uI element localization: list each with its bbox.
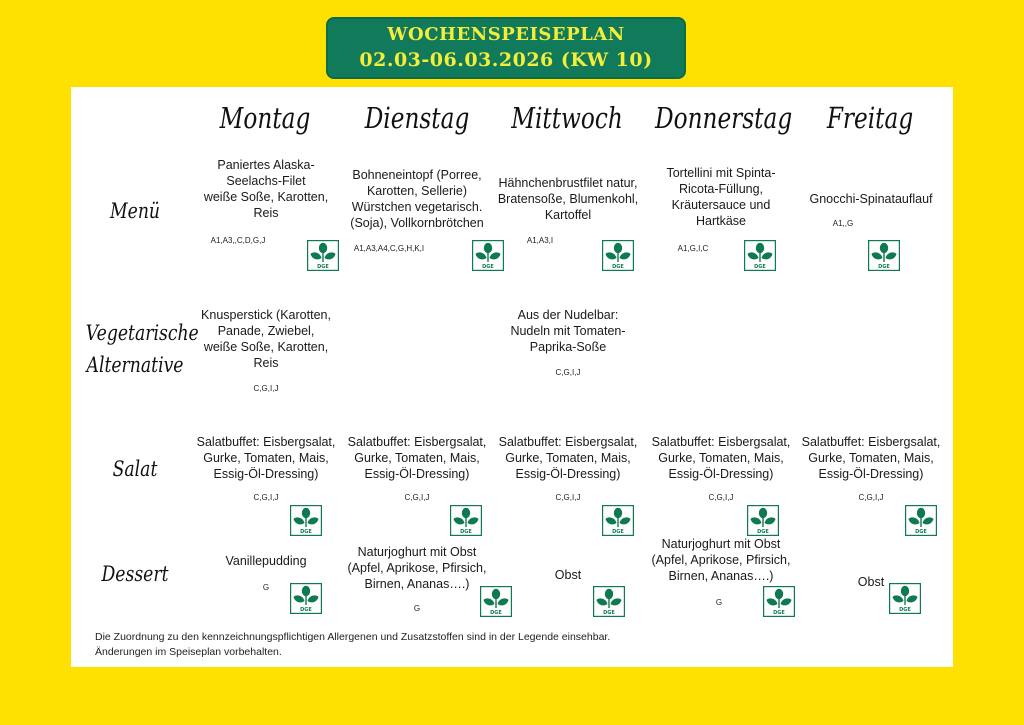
dish-line: Gurke, Tomaten, Mais,: [808, 451, 934, 465]
dish-line: Essig-Öl-Dressing): [213, 467, 319, 481]
dge-logo-icon: [472, 240, 504, 271]
dge-logo-icon: [744, 240, 776, 271]
svg-text:DGE: DGE: [612, 264, 624, 270]
dge-logo-icon: [593, 586, 625, 617]
row-label-text: Salat: [112, 457, 158, 481]
date-range: 02.03-06.03.2026 (KW 10): [359, 49, 653, 71]
salad-dish-freitag: [791, 434, 951, 482]
dish-line: (Apfel, Aprikose, Pfirsich,: [651, 553, 791, 567]
dish-line: Ricota-Füllung,: [678, 182, 764, 196]
allergen-codes: C,G,I,J: [404, 493, 430, 502]
allergen-codes: A1,A3,I: [526, 236, 554, 245]
dish-line: Essig-Öl-Dressing): [515, 467, 621, 481]
salad-dish-donnerstag: [641, 434, 801, 482]
dge-logo-icon: [307, 240, 339, 271]
allergen-codes: A1,A3,A4,C,G,H,K,I: [353, 244, 425, 253]
allergen-codes: C,G,I,J: [555, 368, 581, 377]
dge-logo-icon: [602, 505, 634, 536]
svg-text:DGE: DGE: [899, 607, 911, 613]
svg-text:DGE: DGE: [317, 264, 329, 270]
allergen-codes: A1,A3,,C,D,G,J: [210, 236, 266, 245]
dish-line: Nudeln mit Tomaten-: [510, 324, 626, 338]
menu-dish-dienstag: [337, 167, 497, 231]
dish-line: Bohneneintopf (Porree,: [352, 168, 482, 182]
svg-text:DGE: DGE: [603, 610, 615, 616]
menu-sheet: [71, 87, 953, 667]
dish-line: Hartkäse: [695, 214, 747, 228]
dish-line: Gurke, Tomaten, Mais,: [354, 451, 480, 465]
row-label-menu: [86, 195, 184, 227]
dessert-dish-montag: [186, 553, 346, 569]
dish-line: Gurke, Tomaten, Mais,: [505, 451, 631, 465]
dish-line: Birnen, Ananas….): [668, 569, 774, 583]
dessert-dish-dienstag: [337, 544, 497, 592]
dish-line: Naturjoghurt mit Obst: [357, 545, 477, 559]
dish-line: Gnocchi-Spinatauflauf: [809, 192, 933, 206]
dish-line: Gurke, Tomaten, Mais,: [658, 451, 784, 465]
dge-logo-icon: [868, 240, 900, 271]
dish-line: (Soja), Vollkornbrötchen: [350, 216, 484, 230]
dish-line: Paprika-Soße: [529, 340, 607, 354]
row-label-text: Dessert: [101, 562, 169, 586]
svg-text:DGE: DGE: [757, 529, 769, 535]
dish-line: Tortellini mit Spinta-: [666, 166, 776, 180]
dish-line: Salatbuffet: Eisbergsalat,: [196, 435, 336, 449]
menu-dish-mittwoch: [488, 175, 648, 223]
dish-line: Gurke, Tomaten, Mais,: [203, 451, 329, 465]
dish-line: Reis: [253, 206, 279, 220]
dge-logo-icon: [450, 505, 482, 536]
dish-line: Salatbuffet: Eisbergsalat,: [651, 435, 791, 449]
dish-line: Salatbuffet: Eisbergsalat,: [801, 435, 941, 449]
dish-line: Naturjoghurt mit Obst: [661, 537, 781, 551]
dish-line: Obst: [554, 568, 582, 582]
dish-line: Bratensoße, Blumenkohl,: [497, 192, 639, 206]
row-label-text: Vegetarische: [85, 321, 199, 345]
dish-line: Paniertes Alaska-: [217, 158, 315, 172]
dge-logo-icon: [763, 586, 795, 617]
dge-logo-icon: [480, 586, 512, 617]
title-banner: [326, 17, 686, 79]
menu-dish-montag: [186, 157, 346, 221]
dessert-dish-freitag: [791, 574, 951, 590]
svg-text:DGE: DGE: [460, 529, 472, 535]
dish-line: Reis: [253, 356, 279, 370]
row-label-salad: [86, 453, 184, 485]
dish-line: Salatbuffet: Eisbergsalat,: [498, 435, 638, 449]
allergen-codes: C,G,I,J: [253, 384, 279, 393]
svg-text:DGE: DGE: [482, 264, 494, 270]
dish-line: Birnen, Ananas….): [364, 577, 470, 591]
dish-line: Salatbuffet: Eisbergsalat,: [347, 435, 487, 449]
row-label-text: Alternative: [86, 353, 184, 377]
dessert-dish-mittwoch: [488, 567, 648, 583]
dish-line: Aus der Nudelbar:: [517, 308, 619, 322]
allergen-codes: C,G,I,J: [253, 493, 279, 502]
salad-dish-mittwoch: [488, 434, 648, 482]
vegetarian-dish-montag: [186, 307, 346, 371]
dish-line: Vanillepudding: [225, 554, 307, 568]
page-title: WOCHENSPEISEPLAN: [387, 24, 625, 45]
allergen-codes: A1,G,I,C: [677, 244, 709, 253]
footer-changes-note: Änderungen im Speiseplan vorbehalten.: [95, 646, 282, 658]
allergen-codes: G: [715, 598, 723, 607]
svg-text:DGE: DGE: [612, 529, 624, 535]
day-header-donnerstag: Donnerstag: [655, 101, 793, 135]
dge-logo-icon: [290, 505, 322, 536]
svg-text:DGE: DGE: [878, 264, 890, 270]
day-header-montag: Montag: [219, 101, 311, 135]
dish-line: weiße Soße, Karotten,: [203, 190, 329, 204]
vegetarian-dish-mittwoch: [488, 307, 648, 355]
dge-logo-icon: [905, 505, 937, 536]
dish-line: Kräutersauce und: [671, 198, 771, 212]
dish-line: Würstchen vegetarisch.: [351, 200, 483, 214]
svg-text:DGE: DGE: [773, 610, 785, 616]
dish-line: Essig-Öl-Dressing): [364, 467, 470, 481]
day-header-mittwoch: Mittwoch: [511, 101, 623, 135]
dge-logo-icon: [889, 583, 921, 614]
footer-note: [95, 630, 610, 660]
dish-line: Hähnchenbrustfilet natur,: [498, 176, 638, 190]
dish-line: Kartoffel: [544, 208, 592, 222]
allergen-codes: G: [413, 604, 421, 613]
menu-dish-donnerstag: [641, 165, 801, 229]
svg-text:DGE: DGE: [300, 607, 312, 613]
day-header-freitag: Freitag: [826, 101, 914, 135]
footer-allergen-note: Die Zuordnung zu den kennzeichnungspflichtigen Allergenen und Zusatzstoffen sind in der Legende einsehbar.: [95, 631, 611, 643]
allergen-codes: C,G,I,J: [708, 493, 734, 502]
allergen-codes: C,G,I,J: [555, 493, 581, 502]
allergen-codes: G: [262, 583, 270, 592]
dish-line: Karotten, Sellerie): [366, 184, 468, 198]
dish-line: Essig-Öl-Dressing): [818, 467, 924, 481]
dish-line: Seelachs-Filet: [226, 174, 306, 188]
dish-line: weiße Soße, Karotten,: [203, 340, 329, 354]
dge-logo-icon: [602, 240, 634, 271]
dish-line: Obst: [857, 575, 885, 589]
dish-line: Essig-Öl-Dressing): [668, 467, 774, 481]
allergen-codes: A1,,G: [832, 219, 854, 228]
row-label-dessert: [86, 558, 184, 590]
svg-text:DGE: DGE: [754, 264, 766, 270]
day-header-dienstag: Dienstag: [364, 101, 470, 135]
row-label-text: Menü: [109, 199, 160, 223]
dge-logo-icon: [290, 583, 322, 614]
allergen-codes: C,G,I,J: [858, 493, 884, 502]
dish-line: (Apfel, Aprikose, Pfirsich,: [347, 561, 487, 575]
svg-text:DGE: DGE: [300, 529, 312, 535]
salad-dish-montag: [186, 434, 346, 482]
svg-text:DGE: DGE: [490, 610, 502, 616]
dish-line: Panade, Zwiebel,: [217, 324, 315, 338]
dge-logo-icon: [747, 505, 779, 536]
salad-dish-dienstag: [337, 434, 497, 482]
svg-text:DGE: DGE: [915, 529, 927, 535]
menu-dish-freitag: [791, 191, 951, 207]
dish-line: Knusperstick (Karotten,: [201, 308, 331, 322]
dessert-dish-donnerstag: [641, 536, 801, 584]
row-label-vegetarian: [85, 317, 199, 381]
